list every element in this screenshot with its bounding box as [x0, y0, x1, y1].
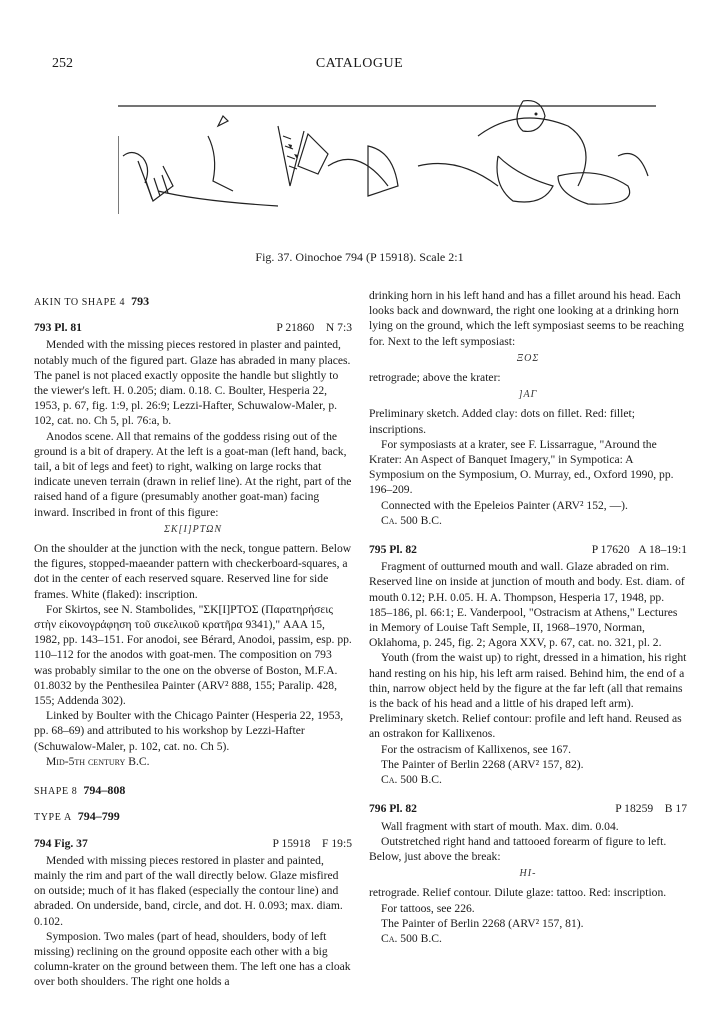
section-heading: AKIN TO SHAPE 4 793: [34, 294, 150, 308]
paragraph: retrograde; above the krater:: [369, 371, 501, 385]
paragraph: drinking horn in his left hand and has a fillet around his head. Each looks back and downward, the right one looking at a drinking horn lying on the ground, which the left symposiast seems to be reaching for. Next to the left symposiast:: [369, 289, 684, 348]
paragraph: On the shoulder at the junction with the neck, tongue pattern. Below the figures, stopped-maeander pattern with checkerboard-squares, a dot in the center of each reserved square. Reserved line for side frames. White (flaked): inscription.: [34, 542, 352, 601]
paragraph: retrograde. Relief contour. Dilute glaze: tattoo. Red: inscription.: [369, 886, 667, 900]
paragraph: For Skirtos, see N. Stambolides, "ΣΚ[Ι]ΡΤΟΣ (Παρατηρήσεις στὴν εἰκονογράφηση τοῦ σικελικοῦ κρατῆρα 9341)," AAA 15, 1982, pp. 143–151. For anodoi, see Bérard, Anodoi, passim, esp. pp. 110–112 for the anodos with goat-men. The composition on 793 was probably similar to the one on the obverse of Boston, M.F.A. 01.8032 by the Penthesilea Painter (ARV² 888, 155; Paralip. 428, 155; Addenda 302).: [34, 602, 352, 708]
paragraph: Preliminary sketch. Added clay: dots on fillet. Red: fillet; inscriptions.: [369, 407, 635, 436]
vase-drawing: [118, 96, 656, 216]
section-heading: SHAPE 8 794–808: [34, 783, 126, 798]
running-header: CATALOGUE: [315, 56, 404, 71]
date: Ca. 500 B.C.: [381, 773, 442, 787]
inscription: ΗΙ-: [519, 868, 537, 880]
left-column: [34, 288, 352, 990]
inscription: ΣΚ[Ι]ΡΤΩΝ: [163, 523, 223, 535]
entry-header-794: 794 Fig. 37 P 15918 F 19:5: [34, 836, 352, 850]
paragraph: Youth (from the waist up) to right, dressed in a himation, his right hand resting on his hip, his left arm raised. Behind him, the end of a thin, narrow object held by the figure at the far left (all that remains is the back of his head and a little of his draped left arm). Preliminary sketch. Relief contour: profile and left hand. Reused as an ostrakon for Kallixenos.: [369, 651, 687, 741]
inscription: ΞΟΣ: [516, 352, 540, 364]
paragraph: For tattoos, see 226.: [381, 901, 475, 915]
paragraph: For the ostracism of Kallixenos, see 167.: [381, 742, 571, 756]
paragraph: Outstretched right hand and tattooed forearm of figure to left. Below, just above the break:: [369, 834, 667, 863]
paragraph: Symposion. Two males (part of head, shoulders, body of left missing) reclining on the ground opposite each other with a big column-krater on the ground between them. The left one has a cloak over both shoulders. The right one holds a: [34, 929, 351, 989]
inscription: ]ΑΓ: [518, 389, 538, 401]
paragraph: Connected with the Epeleios Painter (ARV² 152, —).: [381, 498, 628, 512]
figure-caption: Fig. 37. Oinochoe 794 (P 15918). Scale 2:1: [255, 250, 464, 264]
paragraph: Mended with the missing pieces restored in plaster and painted, notably much of the figured part. Glaze has abraded in many places. The panel is not placed exactly opposite the handle but slightly to the viewer's left. H. 0.205; diam. 0.18. C. Boulter, Hesperia 22, 1953, p. 67, fig. 1:9, pl. 26:9; Lezzi-Hafter, Schuwalow-Maler, p. 102, cat. no. Ch 5, pl. 76:a, b.: [34, 338, 351, 428]
date: Ca. 500 B.C.: [381, 931, 442, 945]
section-heading: TYPE A 794–799: [34, 809, 120, 824]
entry-header-793: 793 Pl. 81 P 21860 N 7:3: [34, 321, 352, 335]
entry-header-795: 795 Pl. 82 P 17620 A 18–19:1: [369, 543, 687, 557]
date: Ca. 500 B.C.: [381, 513, 442, 527]
paragraph: Linked by Boulter with the Chicago Painter (Hesperia 22, 1953, pp. 68–69) and attributed to his workshop by Lezzi-Hafter (Schuwalow-Maler, p. 102, cat. no. Ch 5).: [34, 709, 344, 753]
paragraph: Anodos scene. All that remains of the goddess rising out of the ground is a bit of drapery. At the left is a goat-man (left hand, back, tail, a bit of legs and feet) to right, walking on large rocks that indicate uneven terrain (drawn in relief line). At the right, part of the raised hand of a figure (presumably another goat-man) facing inward. Inscribed in front of this figure:: [34, 429, 352, 519]
date: Mid-5th century B.C.: [46, 754, 150, 768]
entry-header-796: 796 Pl. 82 P 18259 B 17: [369, 802, 687, 816]
paragraph: Mended with missing pieces restored in plaster and painted, mainly the rim and part of the wall directly below. Glaze misfired on outside; much of it has flaked (especially the contour line) and abraded. On underside, band, circle, and dot. H. 0.093; max. diam. 0.102.: [34, 853, 343, 928]
right-column: [369, 288, 687, 946]
paragraph: For symposiasts at a krater, see F. Lissarrague, "Around the Krater: An Aspect of Banquet Imagery," in Sympotica: A Symposium on the Symposium, O. Murray, ed., Oxford 1990, pp. 196–209.: [369, 437, 674, 497]
paragraph: Wall fragment with start of mouth. Max. dim. 0.04.: [381, 819, 619, 833]
page-number: 252: [52, 56, 73, 71]
paragraph: The Painter of Berlin 2268 (ARV² 157, 82).: [381, 757, 584, 771]
paragraph: Fragment of outturned mouth and wall. Glaze abraded on rim. Reserved line on inside at junction of mouth and body. Est. diam. of mouth 0.12; P.H. 0.05. H. A. Thompson, Hesperia 17, 1948, pp. 185–186, pl. 66:1; E. Vanderpool, "Ostracism at Athens," Lectures in Memory of Louise Taft Semple, II, 1968–1970, Norman, Oklahoma, p. 245, fig. 2; Agora XXV, p. 67, cat. no. 321, pl. 2.: [369, 560, 685, 650]
paragraph: The Painter of Berlin 2268 (ARV² 157, 81).: [381, 916, 584, 930]
